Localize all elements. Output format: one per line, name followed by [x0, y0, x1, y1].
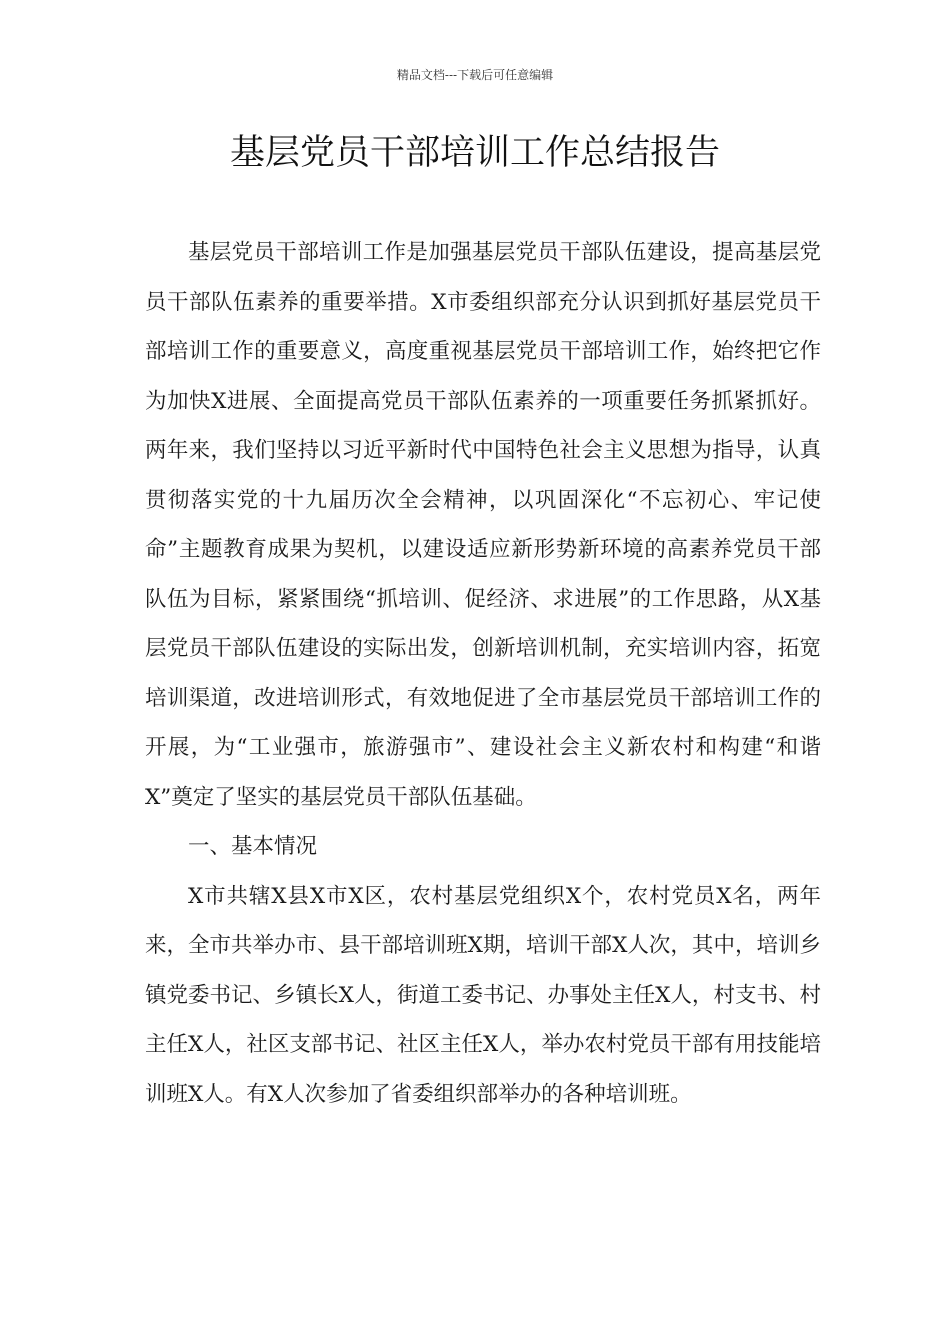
intro-paragraph: 基层党员干部培训工作是加强基层党员干部队伍建设，提高基层党员干部队伍素养的重要举措。X市委组织部充分认识到抓好基层党员干部培训工作的重要意义，高度重视基层党员干部培训工作，始终把它作为加快X进展、全面提高党员干部队伍素养的一项重要任务抓紧抓好。两年来，我们坚持以习近平新时代中国特色社会主义思想为指导，认真贯彻落实党的十九届历次全会精神，以巩固深化“不忘初心、牢记使命”主题教育成果为契机，以建设适应新形势新环境的高素养党员干部队伍为目标，紧紧围绕“抓培训、促经济、求进展”的工作思路，从X基层党员干部队伍建设的实际出发，创新培训机制，充实培训内容，拓宽培训渠道，改进培训形式，有效地促进了全市基层党员干部培训工作的开展，为“工业强市，旅游强市”、建设社会主义新农村和构建“和谐X”奠定了坚实的基层党员干部队伍基础。 — [145, 240, 821, 810]
header-note: 精品文档---下载后可任意编辑 — [396, 68, 554, 82]
document-body — [145, 228, 821, 1119]
document-title: 基层党员干部培训工作总结报告 — [229, 133, 720, 173]
section-heading-basic-situation: 一、基本情况 — [188, 834, 318, 859]
basic-situation-paragraph: X市共辖X县X市X区，农村基层党组织X个，农村党员X名，两年来，全市共举办市、县干部培训班X期，培训干部X人次，其中，培训乡镇党委书记、乡镇长X人，街道工委书记、办事处主任X人，村支书、村主任X人，社区支部书记、社区主任X人，举办农村党员干部有用技能培训班X人。有X人次参加了省委组织部举办的各种培训班。 — [145, 883, 821, 1107]
